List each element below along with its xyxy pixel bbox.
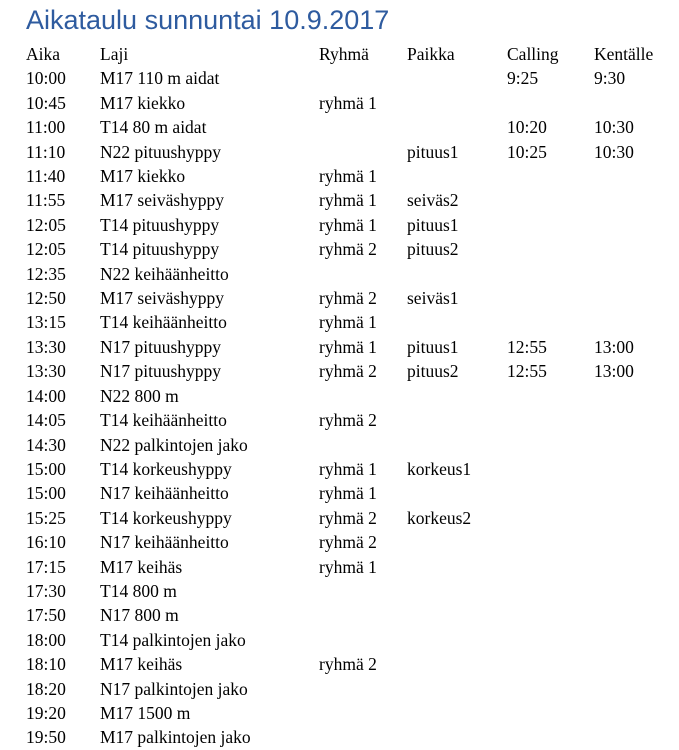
cell-ryhma: ryhmä 1 [319,556,377,577]
cell-aika: 12:05 [26,214,66,235]
cell-paikka [407,115,507,139]
table-row [26,115,678,139]
cell-laji: N22 palkintojen jako [100,434,248,455]
cell-calling [507,701,594,725]
cell-laji: M17 palkintojen jako [100,727,251,748]
cell-laji: M17 1500 m [100,702,191,723]
cell-aika: 10:45 [26,92,66,113]
cell-kentalle [594,555,678,579]
cell-aika: 11:55 [26,190,66,211]
cell-kentalle [594,91,678,115]
cell-paikka [407,433,507,457]
cell-paikka [407,628,507,652]
schedule-table-body [26,66,678,749]
cell-aika: 13:30 [26,361,66,382]
cell-paikka [407,384,507,408]
cell-kentalle [594,701,678,725]
cell-kentalle [594,188,678,212]
cell-paikka [407,555,507,579]
cell-laji: T14 korkeushyppy [100,458,232,479]
cell-ryhma: ryhmä 2 [319,532,377,553]
cell-ryhma [319,262,407,286]
table-row [26,652,678,676]
cell-ryhma: ryhmä 2 [319,288,377,309]
cell-kentalle [594,603,678,627]
cell-calling [507,725,594,749]
table-row [26,603,678,627]
cell-calling [507,262,594,286]
cell-laji: T14 keihäänheitto [100,312,227,333]
cell-aika: 17:15 [26,556,66,577]
table-row [26,359,678,383]
cell-paikka [407,677,507,701]
cell-kentalle [594,506,678,530]
cell-kentalle [594,286,678,310]
cell-laji: N17 keihäänheitto [100,532,229,553]
table-row [26,237,678,261]
cell-ryhma: ryhmä 1 [319,214,377,235]
table-row [26,213,678,237]
cell-ryhma: ryhmä 1 [319,336,377,357]
column-header-aika: Aika [26,44,61,64]
table-row [26,433,678,457]
cell-aika: 12:35 [26,263,66,284]
cell-laji: N17 800 m [100,605,179,626]
cell-paikka [407,91,507,115]
cell-ryhma [319,140,407,164]
cell-paikka: korkeus2 [407,507,472,528]
cell-laji: N17 pituushyppy [100,336,222,357]
cell-aika: 18:20 [26,678,66,699]
cell-paikka: pituus1 [407,141,459,162]
cell-kentalle: 13:00 [594,361,634,382]
table-row [26,530,678,554]
cell-calling [507,579,594,603]
cell-laji: N17 keihäänheitto [100,483,229,504]
cell-calling [507,188,594,212]
cell-ryhma [319,603,407,627]
column-header-ryhma: Ryhmä [319,44,369,64]
page-title: Aikataulu sunnuntai 10.9.2017 [26,5,390,35]
cell-laji: N22 pituushyppy [100,141,222,162]
cell-paikka [407,701,507,725]
cell-kentalle [594,408,678,432]
cell-paikka [407,725,507,749]
table-row [26,164,678,188]
cell-paikka: seiväs2 [407,190,459,211]
table-row [26,262,678,286]
cell-paikka: seiväs1 [407,288,459,309]
cell-calling [507,506,594,530]
cell-aika: 15:25 [26,507,66,528]
cell-ryhma [319,579,407,603]
table-row [26,188,678,212]
cell-laji: T14 palkintojen jako [100,629,246,650]
cell-ryhma: ryhmä 2 [319,654,377,675]
cell-paikka [407,408,507,432]
cell-laji: T14 pituushyppy [100,214,220,235]
cell-kentalle: 10:30 [594,117,634,138]
cell-calling [507,213,594,237]
cell-laji: T14 80 m aidat [100,117,207,138]
cell-ryhma [319,628,407,652]
cell-kentalle: 10:30 [594,141,634,162]
cell-aika: 19:50 [26,727,66,748]
cell-calling [507,310,594,334]
cell-laji: M17 110 m aidat [100,68,220,89]
cell-kentalle [594,530,678,554]
cell-calling: 9:25 [507,68,539,89]
cell-kentalle [594,457,678,481]
cell-paikka [407,652,507,676]
cell-ryhma: ryhmä 1 [319,190,377,211]
cell-laji: N17 palkintojen jako [100,678,248,699]
cell-aika: 11:00 [26,117,66,138]
cell-kentalle [594,433,678,457]
cell-kentalle [594,262,678,286]
cell-aika: 15:00 [26,483,66,504]
cell-aika: 14:00 [26,385,66,406]
cell-calling [507,603,594,627]
cell-calling [507,286,594,310]
cell-ryhma [319,384,407,408]
cell-laji: T14 pituushyppy [100,239,220,260]
cell-laji: M17 kiekko [100,92,186,113]
cell-ryhma: ryhmä 2 [319,507,377,528]
cell-aika: 14:05 [26,410,66,431]
cell-ryhma: ryhmä 1 [319,166,377,187]
cell-ryhma [319,725,407,749]
cell-laji: T14 korkeushyppy [100,507,232,528]
table-row [26,725,678,749]
column-header-laji: Laji [100,44,129,64]
cell-ryhma [319,433,407,457]
cell-ryhma: ryhmä 1 [319,458,377,479]
cell-aika: 15:00 [26,458,66,479]
cell-aika: 12:05 [26,239,66,260]
cell-calling: 12:55 [507,336,547,357]
cell-paikka: pituus2 [407,361,459,382]
table-row [26,384,678,408]
cell-kentalle [594,237,678,261]
cell-calling [507,164,594,188]
cell-laji: M17 seiväshyppy [100,190,224,211]
table-row [26,140,678,164]
table-row [26,66,678,90]
cell-calling [507,237,594,261]
cell-paikka [407,164,507,188]
cell-ryhma: ryhmä 2 [319,361,377,382]
cell-calling [507,555,594,579]
cell-ryhma [319,66,407,90]
cell-laji: M17 seiväshyppy [100,288,224,309]
cell-aika: 16:10 [26,532,66,553]
column-header-calling: Calling [507,44,559,64]
cell-aika: 19:20 [26,702,66,723]
cell-kentalle: 13:00 [594,336,634,357]
header-row [26,42,678,66]
cell-laji: M17 keihäs [100,556,183,577]
table-row [26,286,678,310]
cell-aika: 18:10 [26,654,66,675]
cell-ryhma [319,677,407,701]
cell-calling [507,628,594,652]
table-row [26,506,678,530]
cell-laji: T14 keihäänheitto [100,410,227,431]
cell-paikka [407,603,507,627]
table-row [26,677,678,701]
cell-aika: 12:50 [26,288,66,309]
schedule-table [26,42,678,750]
cell-aika: 14:30 [26,434,66,455]
cell-kentalle [594,725,678,749]
cell-laji: M17 kiekko [100,166,186,187]
cell-laji: M17 keihäs [100,654,183,675]
cell-laji: N22 800 m [100,385,179,406]
table-row [26,310,678,334]
cell-kentalle [594,579,678,603]
cell-ryhma: ryhmä 1 [319,92,377,113]
cell-ryhma: ryhmä 1 [319,483,377,504]
cell-ryhma: ryhmä 2 [319,239,377,260]
column-header-paikka: Paikka [407,44,455,64]
cell-aika: 13:30 [26,336,66,357]
cell-ryhma [319,701,407,725]
cell-kentalle [594,384,678,408]
cell-ryhma [319,115,407,139]
cell-ryhma: ryhmä 2 [319,410,377,431]
table-row [26,481,678,505]
table-row [26,408,678,432]
cell-aika: 11:40 [26,166,66,187]
cell-aika: 13:15 [26,312,66,333]
cell-paikka: korkeus1 [407,458,472,479]
cell-laji: T14 800 m [100,580,177,601]
table-row [26,628,678,652]
cell-paikka [407,310,507,334]
cell-laji: N22 keihäänheitto [100,263,229,284]
cell-calling [507,408,594,432]
table-row [26,579,678,603]
cell-paikka [407,66,507,90]
cell-calling: 10:25 [507,141,547,162]
cell-calling [507,530,594,554]
cell-calling [507,433,594,457]
column-header-kentalle: Kentälle [594,44,654,64]
cell-kentalle [594,213,678,237]
cell-paikka: pituus1 [407,336,459,357]
cell-calling [507,677,594,701]
cell-kentalle [594,628,678,652]
cell-aika: 18:00 [26,629,66,650]
table-row [26,701,678,725]
table-row [26,457,678,481]
cell-kentalle [594,481,678,505]
cell-kentalle [594,677,678,701]
table-row [26,335,678,359]
cell-calling [507,652,594,676]
cell-aika: 11:10 [26,141,66,162]
cell-kentalle [594,652,678,676]
cell-calling [507,91,594,115]
cell-paikka: pituus1 [407,214,459,235]
cell-calling [507,457,594,481]
cell-aika: 17:50 [26,605,66,626]
cell-kentalle [594,164,678,188]
cell-ryhma: ryhmä 1 [319,312,377,333]
cell-aika: 10:00 [26,68,66,89]
cell-paikka [407,262,507,286]
cell-paikka: pituus2 [407,239,459,260]
cell-calling [507,384,594,408]
cell-calling [507,481,594,505]
cell-paikka [407,481,507,505]
cell-laji: N17 pituushyppy [100,361,222,382]
cell-paikka [407,530,507,554]
cell-calling: 12:55 [507,361,547,382]
table-row [26,91,678,115]
cell-kentalle [594,310,678,334]
cell-calling: 10:20 [507,117,547,138]
table-row [26,555,678,579]
cell-kentalle: 9:30 [594,68,626,89]
cell-paikka [407,579,507,603]
cell-aika: 17:30 [26,580,66,601]
